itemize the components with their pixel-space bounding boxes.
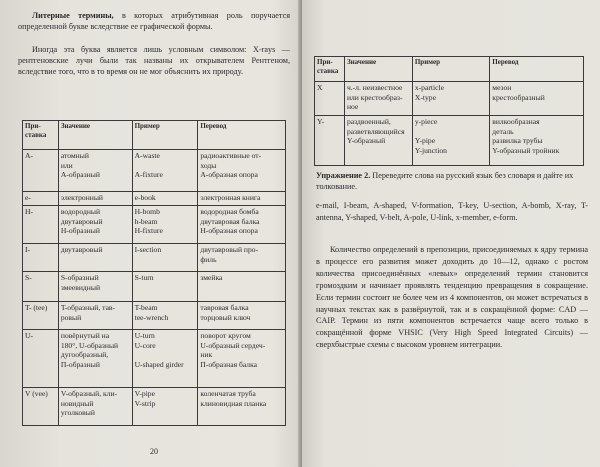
header-example: Пример — [132, 121, 198, 150]
example-line: U-core — [134, 340, 156, 350]
meaning-line: атомный — [60, 151, 89, 160]
cell-meaning — [58, 192, 132, 206]
example-line: h-beam — [134, 216, 158, 226]
table-row — [23, 244, 286, 272]
meaning-line: повёрнутый на — [60, 331, 110, 340]
translation-line: U-образный сердеч- — [200, 340, 266, 350]
translation-line: крестообразный — [492, 92, 545, 102]
prefix-line: S- — [25, 273, 32, 282]
example-line: V-strip — [134, 398, 156, 408]
table-row — [23, 272, 286, 302]
translation-line: развилка трубы — [492, 136, 543, 146]
table-row — [23, 192, 286, 206]
example-line — [135, 350, 196, 360]
table-header-row — [23, 121, 286, 150]
cell-prefix — [23, 272, 59, 302]
prefix-line: T- (tee) — [25, 303, 48, 312]
translation-line: торцовый ключ — [200, 312, 251, 322]
meaning-line: ровый — [60, 312, 82, 322]
cell-meaning — [344, 82, 412, 116]
cell-meaning — [58, 302, 132, 330]
translation-line: филь — [200, 254, 217, 264]
cell-translation — [198, 330, 286, 388]
cell-example — [132, 330, 198, 388]
cell-example — [412, 116, 489, 166]
cell-translation — [490, 116, 584, 166]
prefix-line: A- — [25, 151, 34, 160]
exercise-title: Упражнение 2. — [316, 171, 371, 180]
translation-line: змейка — [200, 273, 223, 282]
translation-line: радиоактивные от- — [200, 151, 262, 160]
cell-prefix — [23, 206, 59, 244]
cell-prefix — [23, 150, 59, 192]
translation-line: ходы — [200, 160, 217, 170]
intro-text-1: в которых атрибутивная роль поручается определенной букве вследствие ее графической формы. — [18, 11, 290, 32]
cell-meaning — [58, 206, 132, 244]
cell-prefix — [315, 82, 345, 116]
prefix-line: Y- — [317, 117, 325, 126]
intro-text-2: Иногда эта буква является лишь условным символом: X-rays — рентгеновские лучи были так названы их открывателем Рентгеном, вследствие того, что в то время он не мог объяснить их природу. — [18, 45, 290, 77]
example-line: V-pipe — [134, 389, 155, 398]
prefix-table-left — [22, 120, 286, 426]
intro-paragraph-1 — [18, 10, 290, 32]
exercise-words: e-mail, I-beam, A-shaped, V-formation, T-key, U-section, A-bomb, X-ray, T-antenna, Y-shaped, V-belt, A-pole, U-link, x-member, e-form. — [316, 201, 588, 222]
translation-line: тавровая балка — [200, 303, 249, 312]
table-row — [315, 82, 584, 116]
meaning-line: ч.-л. неизвестное — [346, 83, 403, 92]
table-row — [23, 330, 286, 388]
translation-line: Y-образный тройник — [492, 145, 560, 155]
meaning-line: V-образный, кли- — [60, 389, 118, 398]
example-line: H-bomb — [134, 207, 160, 216]
cell-meaning — [58, 244, 132, 272]
header-prefix: При- ставка — [315, 57, 345, 82]
example-line: y-piece — [414, 117, 438, 126]
example-line: x-particle — [414, 83, 444, 92]
example-line: T-beam — [134, 303, 158, 312]
translation-line: поворот кругом — [200, 331, 251, 340]
translation-line: деталь — [492, 126, 514, 136]
meaning-line: электронный — [60, 193, 103, 202]
prefix-line: e- — [25, 193, 31, 202]
translation-line: клиновидная планка — [200, 398, 267, 408]
example-line: Y-pipe — [414, 136, 436, 146]
example-line: A-waste — [134, 151, 160, 160]
cell-translation — [198, 388, 286, 426]
prefix-line: V (vee) — [25, 389, 48, 398]
cell-prefix — [23, 330, 59, 388]
cell-meaning — [58, 150, 132, 192]
meaning-line: водородный — [60, 207, 101, 216]
meaning-line: новидный — [60, 398, 94, 408]
translation-line: A-образная опора — [200, 170, 258, 180]
header-translation: Перевод — [198, 121, 286, 150]
meaning-line: или — [60, 160, 73, 170]
meaning-line: Y-образный — [346, 136, 386, 146]
example-line: A-fixture — [134, 170, 163, 180]
table-row — [23, 388, 286, 426]
translation-line: водородная бомба — [200, 207, 259, 216]
cell-meaning — [58, 330, 132, 388]
cell-prefix — [315, 116, 345, 166]
cell-example — [132, 244, 198, 272]
meaning-line: ное — [346, 102, 359, 112]
cell-meaning — [58, 272, 132, 302]
header-meaning: Значение — [58, 121, 132, 150]
meaning-line: или крестообраз- — [346, 92, 403, 102]
table-row — [23, 150, 286, 192]
example-line: X-type — [414, 92, 436, 102]
cell-translation — [490, 82, 584, 116]
header-example: Пример — [412, 57, 489, 82]
translation-line: двутавровая балка — [200, 216, 260, 226]
translation-line: электронная книга — [200, 193, 261, 202]
cell-prefix — [23, 388, 59, 426]
example-line: Y-junction — [414, 145, 447, 155]
example-line: S-turn — [134, 273, 154, 282]
cell-example — [132, 192, 198, 206]
cell-translation — [198, 302, 286, 330]
cell-translation — [198, 206, 286, 244]
cell-translation — [198, 192, 286, 206]
table-header-row — [315, 57, 584, 82]
meaning-line: разветвляющийся — [346, 126, 405, 136]
example-line — [135, 161, 196, 171]
meaning-line: A-образный — [60, 170, 100, 180]
right-page — [302, 0, 600, 467]
intro-paragraph-2 — [18, 44, 290, 78]
cell-example — [132, 150, 198, 192]
cell-translation — [198, 272, 286, 302]
cell-example — [132, 272, 198, 302]
cell-example — [132, 388, 198, 426]
table-row — [23, 206, 286, 244]
example-line — [415, 127, 487, 137]
example-line: U-shaped girder — [134, 359, 184, 369]
translation-line: коленчатая труба — [200, 389, 256, 398]
cell-example — [132, 302, 198, 330]
header-prefix: При- ставка — [23, 121, 59, 150]
translation-line: мезон — [492, 83, 512, 92]
meaning-line: П-образный — [60, 359, 100, 369]
translation-line: П-образная балка — [200, 359, 258, 369]
cell-prefix — [23, 302, 59, 330]
meaning-line: двутавровый — [60, 245, 103, 254]
prefix-line: X — [317, 83, 323, 92]
table-row — [23, 302, 286, 330]
meaning-line: двутавровый — [60, 216, 103, 226]
meaning-line: раздвоенный, — [346, 117, 391, 126]
cell-meaning — [344, 116, 412, 166]
meaning-line: дугообразный, — [60, 350, 109, 360]
page-number: 20 — [150, 447, 158, 456]
cell-prefix — [23, 192, 59, 206]
cell-translation — [198, 244, 286, 272]
translation-line: двутавровый про- — [200, 245, 259, 254]
example-line: e-book — [134, 193, 156, 202]
cell-translation — [198, 150, 286, 192]
cell-prefix — [23, 244, 59, 272]
translation-line: H-образная опора — [200, 226, 258, 236]
meaning-line: T-образный, тав- — [60, 303, 116, 312]
example-line: I-section — [134, 245, 162, 254]
meaning-line: H-образный — [60, 226, 100, 236]
prefix-line: I- — [25, 245, 31, 254]
example-line: U-turn — [134, 331, 155, 340]
meaning-line: уголковый — [60, 408, 95, 418]
intro-bold-term: Литерные термины, — [32, 11, 114, 20]
prefix-line: U- — [25, 331, 34, 340]
prefix-table-right — [314, 56, 584, 166]
cell-meaning — [58, 388, 132, 426]
example-line: H-fixture — [134, 226, 163, 236]
example-line: tee-wrench — [134, 312, 169, 322]
translation-line: ник — [200, 350, 213, 360]
prefix-line: H- — [25, 207, 34, 216]
header-translation: Перевод — [490, 57, 584, 82]
cell-example — [412, 82, 489, 116]
meaning-line: S-образный — [60, 273, 99, 282]
body-paragraph: Количество определений в препозиции, присоединяемых к ядру термина в процессе его развития может доходить до 10—12, однако с ростом количества присоединённых «левых» определений термин становится громоздким и начинает проявлять тенденцию превращения в сокращение. Если термин состоит не более чем из 4 компонентов, он может встречаться в научных текстах как в развёрнутой, так и в сокращённой форме: CAD — CAIP. Термин из пяти компонентов встречается чаще всего только в сокращённой форме VHSIC (Very High Speed Integrated Circuits) — сверхбыстрые схемы с высоком уровнем интеграции. — [316, 245, 588, 350]
meaning-line: 180°, U-образный — [60, 340, 119, 350]
exercise-instruction: Переведите слова на русский язык без словаря и дайте их толкование. — [316, 171, 574, 191]
header-meaning: Значение — [344, 57, 412, 82]
cell-example — [132, 206, 198, 244]
exercise-heading — [316, 170, 588, 192]
translation-line: вилкообразная — [492, 117, 540, 126]
meaning-line: змеевидный — [60, 282, 101, 292]
table-row — [315, 116, 584, 166]
